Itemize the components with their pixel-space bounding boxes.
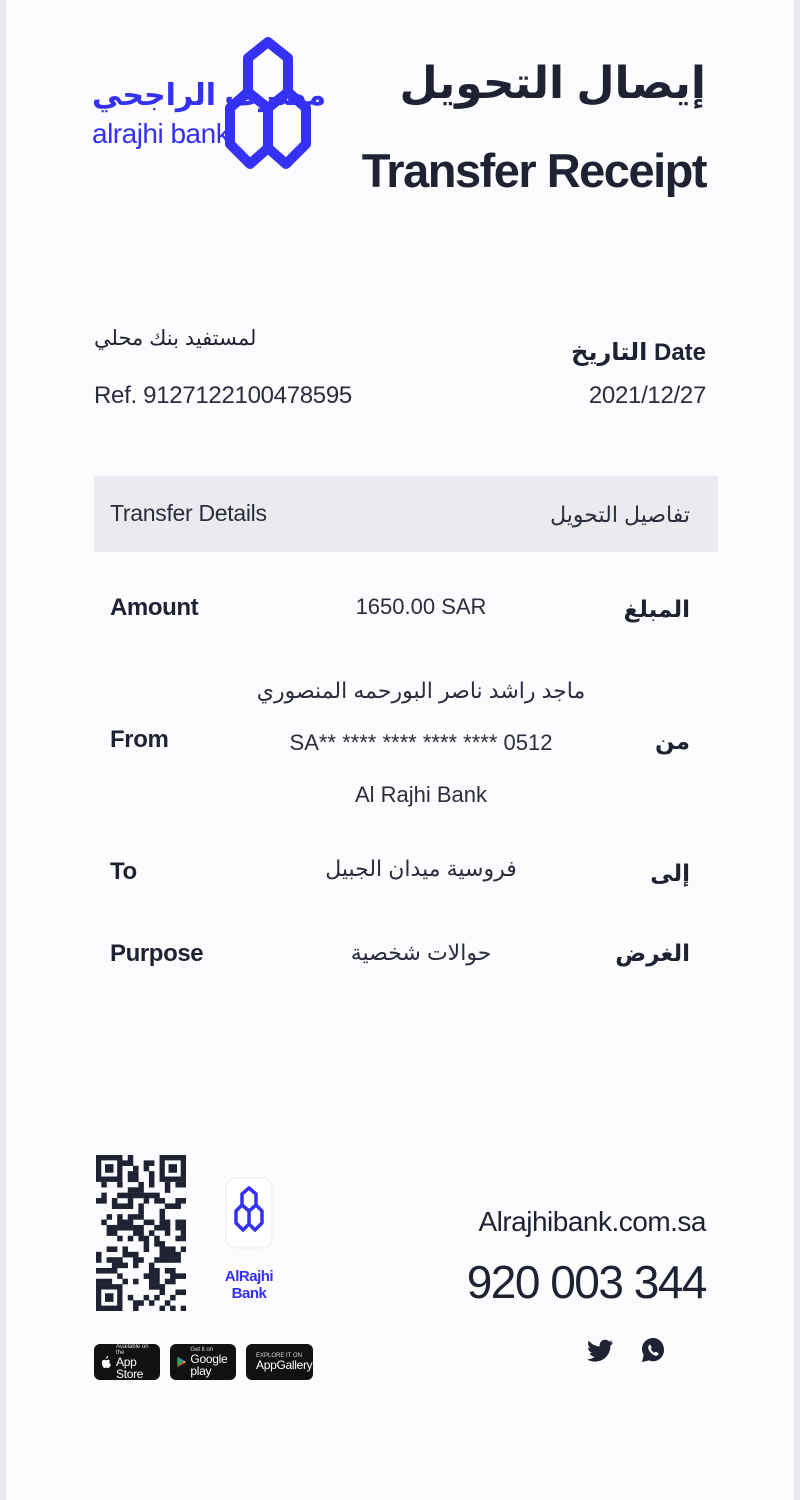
store-caption: Available on the (116, 1344, 149, 1356)
apple-icon (100, 1353, 112, 1371)
receipt-title: Transfer Receipt (361, 144, 706, 197)
date-label: التاريخ Date (571, 339, 706, 366)
purpose-value: حوالات شخصية (350, 940, 492, 965)
brand-name: alrajhi bank (92, 118, 230, 149)
recipient-name: فروسية ميدان الجبيل (325, 856, 517, 881)
details-header-title-arabic: تفاصيل التحويل (550, 502, 690, 527)
store-caption: EXPLORE IT ON (256, 1353, 302, 1359)
sender-iban: SA** **** **** **** **** 0512 (289, 730, 553, 755)
google-play-badge[interactable] (170, 1344, 236, 1380)
twitter-icon[interactable] (586, 1334, 616, 1368)
appgallery-badge[interactable] (246, 1344, 313, 1380)
whatsapp-icon[interactable] (638, 1334, 668, 1368)
store-caption: Get it on (190, 1347, 214, 1353)
receipt-page (6, 0, 794, 1500)
from-label-arabic: من (655, 728, 690, 754)
amount-value: 1650.00 SAR (355, 594, 487, 619)
purpose-label-arabic: الغرض (615, 940, 690, 966)
sender-bank: Al Rajhi Bank (354, 782, 488, 807)
date-value: 2021/12/27 (588, 382, 706, 409)
store-name: Google play (190, 1352, 228, 1378)
app-store-badge[interactable] (94, 1344, 160, 1380)
to-label: To (110, 858, 137, 885)
app-name: AlRajhi Bank (224, 1268, 274, 1302)
qr-code[interactable] (96, 1155, 186, 1311)
sender-name: ماجد راشد ناصر البورحمه المنصوري (256, 678, 586, 703)
app-icon[interactable] (225, 1172, 273, 1252)
amount-label-arabic: المبلغ (623, 596, 690, 622)
brand-name-arabic: مصرف الراجحي (92, 79, 327, 112)
store-name: AppGallery (256, 1358, 313, 1372)
alrajhi-app-icon (225, 1172, 273, 1252)
phone-number[interactable]: 920 003 344 (466, 1256, 706, 1308)
from-label: From (110, 726, 169, 753)
store-name: App Store (116, 1355, 144, 1381)
purpose-label: Purpose (110, 940, 204, 967)
amount-label: Amount (110, 594, 199, 621)
reference-number: Ref. 9127122100478595 (94, 382, 352, 409)
beneficiary-type: لمستفيد بنك محلي (94, 327, 257, 350)
website-link[interactable]: Alrajhibank.com.sa (478, 1206, 706, 1237)
google-play-icon (176, 1353, 186, 1371)
to-label-arabic: إلى (650, 860, 690, 886)
details-header-title: Transfer Details (110, 500, 267, 526)
receipt-title-arabic: إيصال التحويل (399, 59, 706, 108)
